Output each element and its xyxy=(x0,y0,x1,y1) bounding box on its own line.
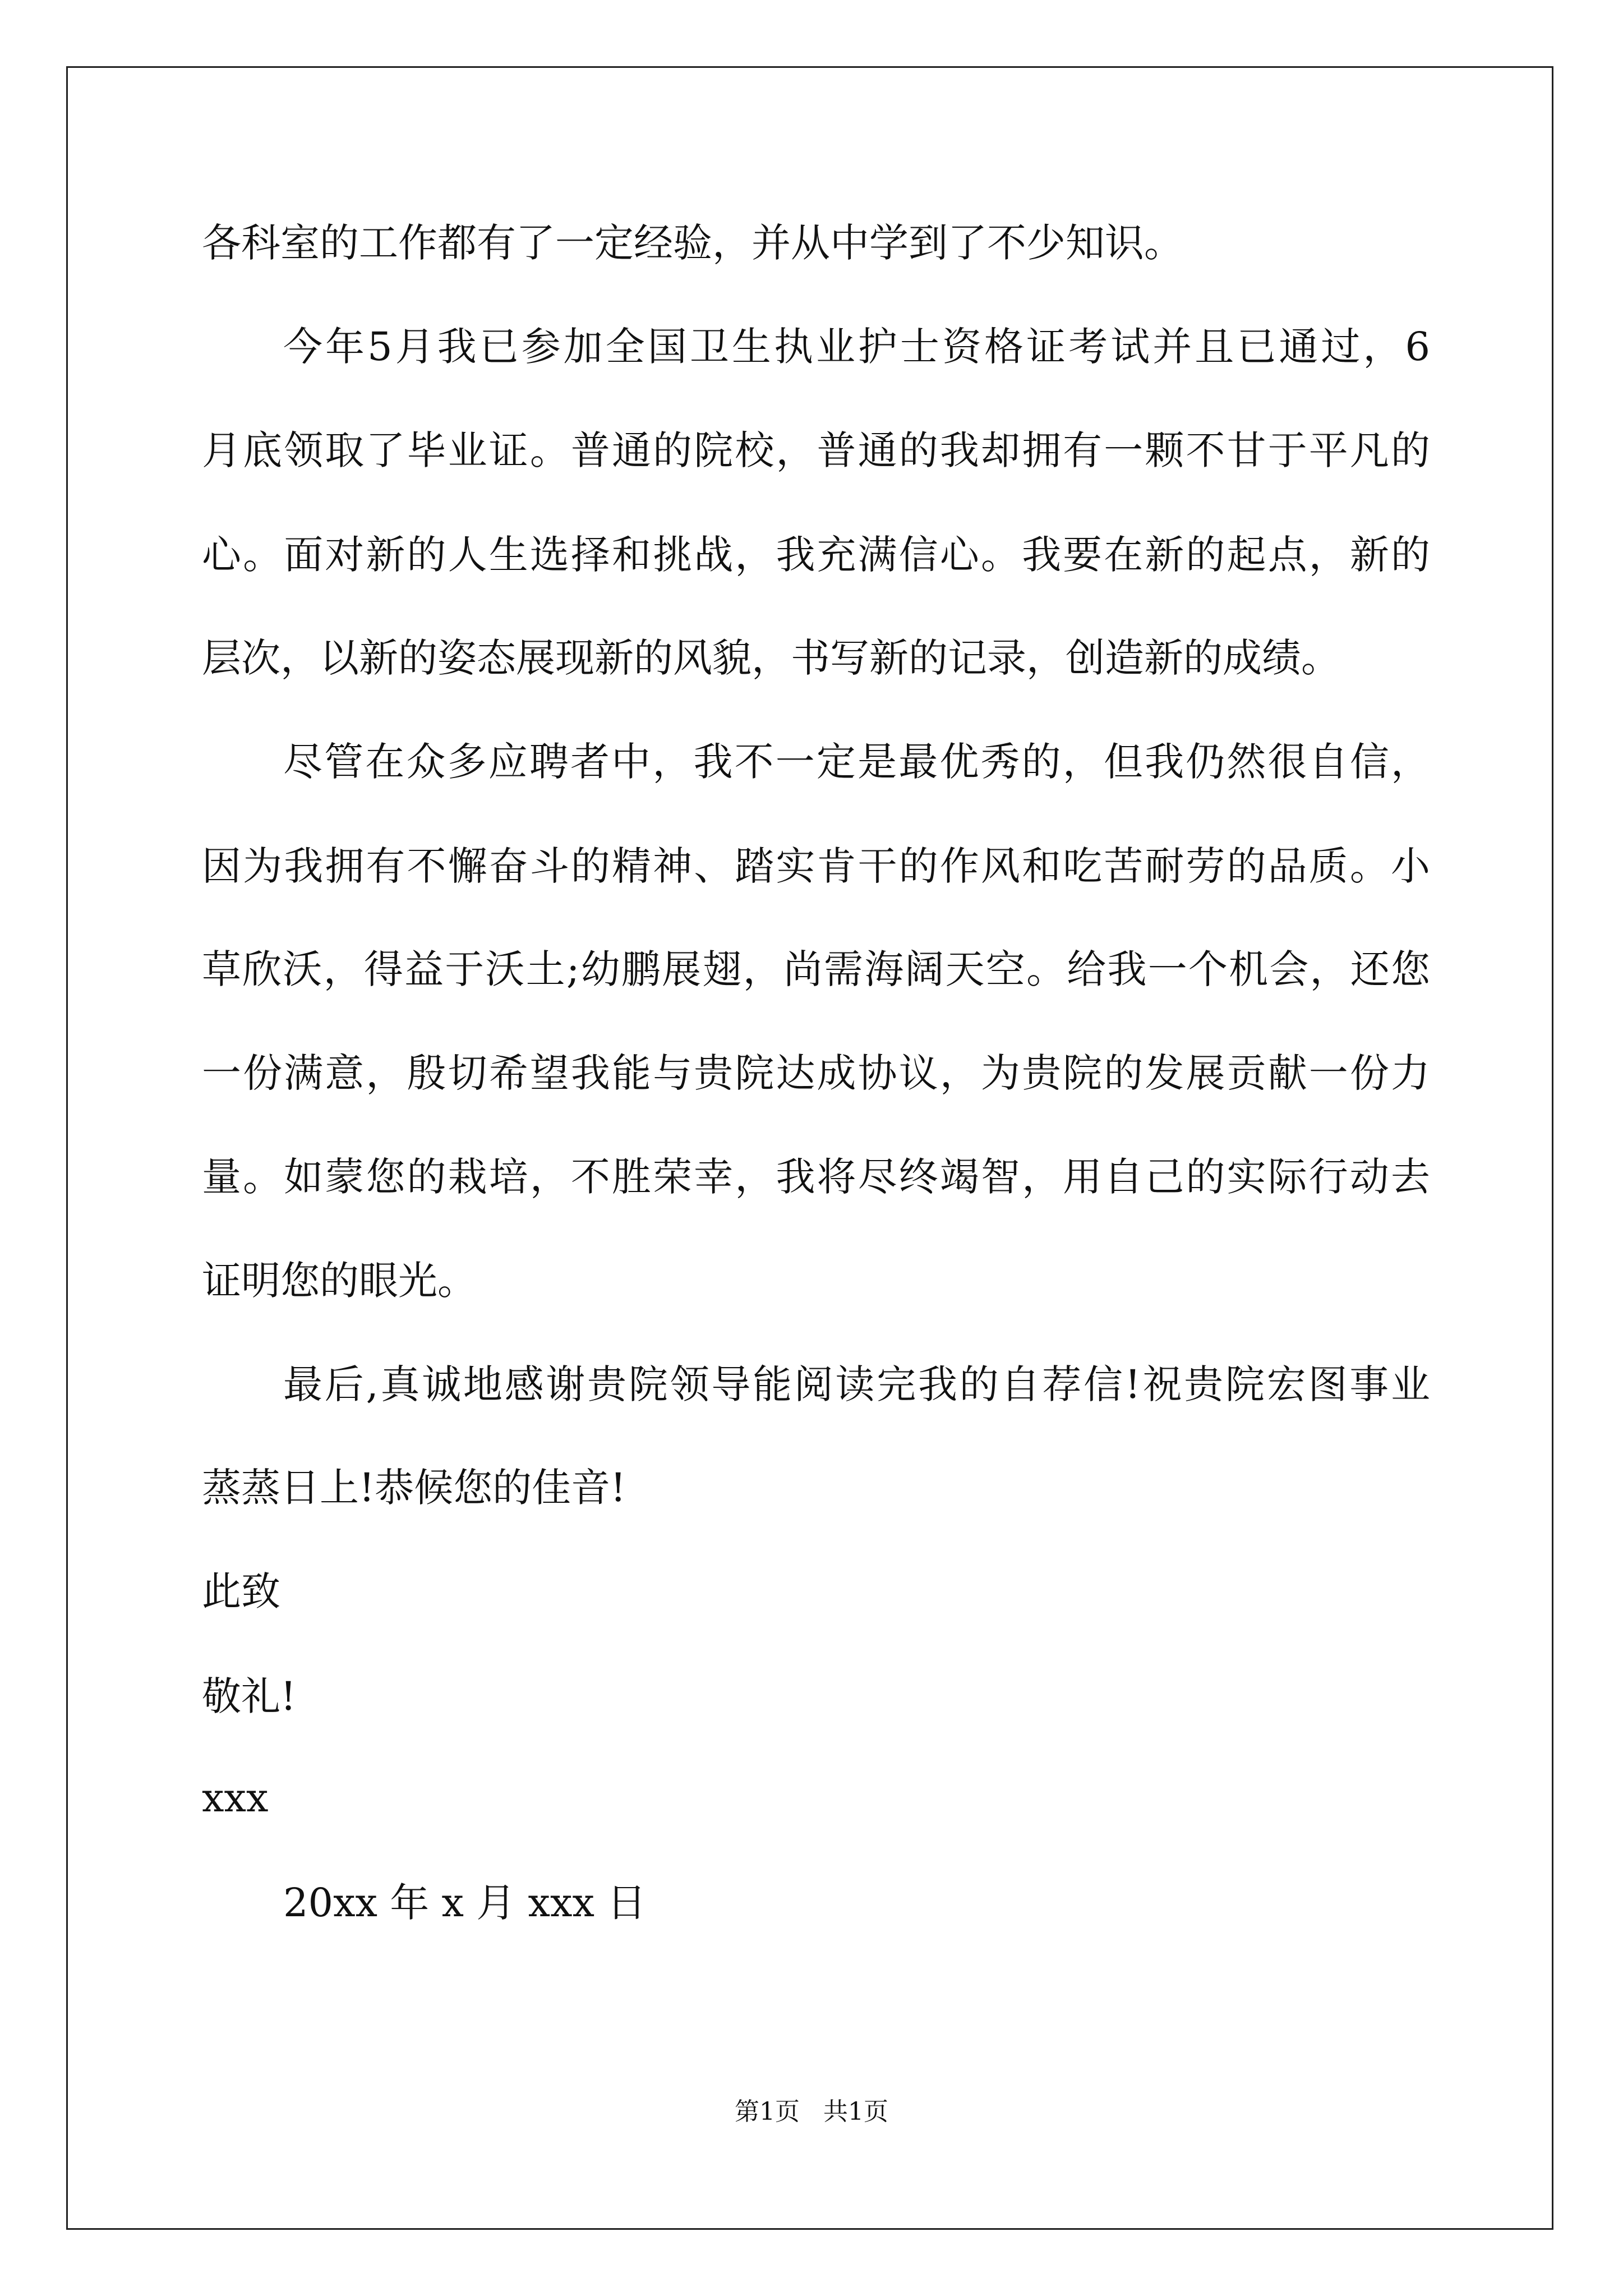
text-line: 证明您的眼光。 xyxy=(202,1258,477,1304)
text-line: 一份满意，殷切希望我能与贵院达成协议，为贵院的发展贡献一份力 xyxy=(202,1050,1430,1096)
text-line: 因为我拥有不懈奋斗的精神、踏实肯干的作风和吃苦耐劳的品质。小 xyxy=(202,843,1430,889)
text-line: 月底领取了毕业证。普通的院校，普通的我却拥有一颗不甘于平凡的 xyxy=(202,427,1430,473)
date-text: 20xx 年 x 月 xxx 日 xyxy=(283,1880,647,1926)
text-line: 最后,真诚地感谢贵院领导能阅读完我的自荐信!祝贵院宏图事业 xyxy=(283,1361,1430,1407)
text-line: 尽管在众多应聘者中，我不一定是最优秀的，但我仍然很自信， xyxy=(283,739,1430,785)
text-line: 蒸蒸日上!恭候您的佳音! xyxy=(202,1465,626,1511)
text-line: 今年5月我已参加全国卫生执业护士资格证考试并且已通过，6 xyxy=(283,324,1430,370)
text-line: 层次，以新的姿态展现新的风貌，书写新的记录，创造新的成绩。 xyxy=(202,635,1340,681)
signature-text: xxx xyxy=(202,1775,269,1821)
page-number: 第1页 共1页 xyxy=(735,2097,888,2126)
text-line: 各科室的工作都有了一定经验，并从中学到了不少知识。 xyxy=(202,220,1183,266)
text-line: 心。面对新的人生选择和挑战，我充满信心。我要在新的起点，新的 xyxy=(202,532,1430,578)
salutation-text: 此致 xyxy=(202,1568,280,1614)
text-line: 草欣沃，得益于沃土;幼鹏展翅，尚需海阔天空。给我一个机会，还您 xyxy=(202,946,1430,992)
text-line: 量。如蒙您的栽培，不胜荣幸，我将尽终竭智，用自己的实际行动去 xyxy=(202,1154,1430,1200)
salutation-text: 敬礼! xyxy=(202,1673,297,1719)
